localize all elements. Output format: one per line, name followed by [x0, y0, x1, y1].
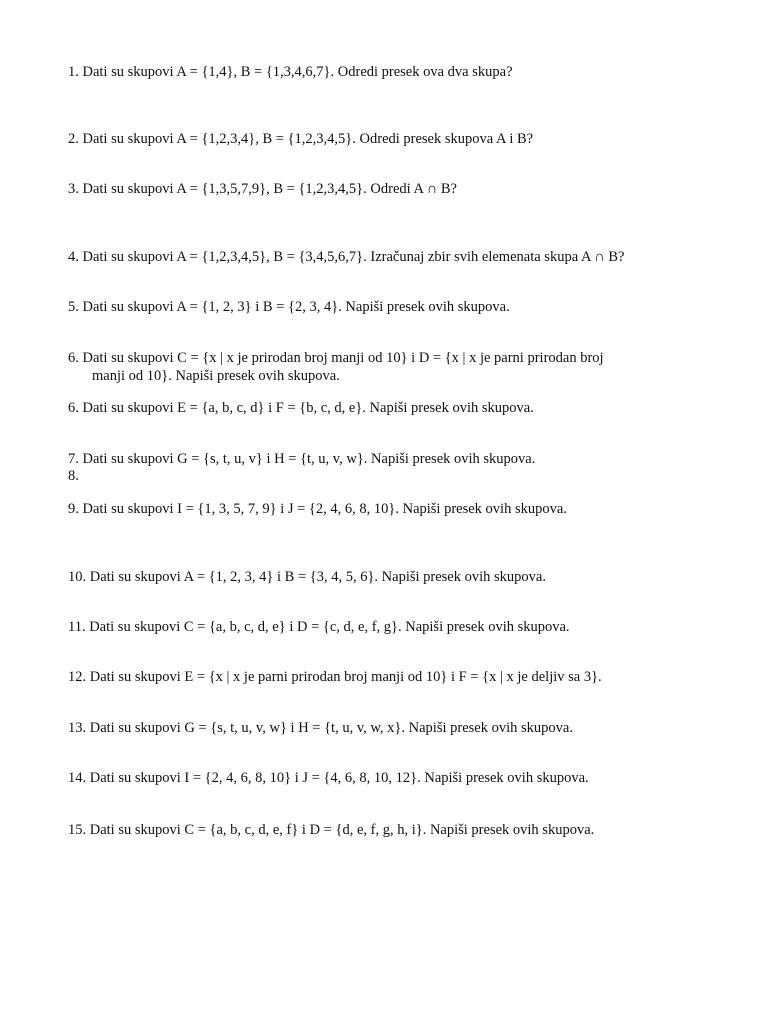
question-7: 7. Dati su skupovi G = {s, t, u, v} i H = {t, u, v, w}. Napiši presek ovih skupova. [68, 451, 536, 467]
question-2: 2. Dati su skupovi A = {1,2,3,4}, B = {1,2,3,4,5}. Odredi presek skupova A i B? [68, 131, 534, 147]
question-12: 12. Dati su skupovi E = {x | x je parni prirodan broj manji od 10} i F = {x | x je deljiv sa 3}. [68, 669, 602, 685]
question-6b: 6. Dati su skupovi E = {a, b, c, d} i F = {b, c, d, e}. Napiši presek ovih skupova. [68, 400, 534, 416]
question-4: 4. Dati su skupovi A = {1,2,3,4,5}, B = {3,4,5,6,7}. Izračunaj zbir svih elemenata skupa A ∩ B? [68, 249, 625, 265]
question-8: 8. [68, 468, 79, 484]
question-6a-continuation: manji od 10}. Napiši presek ovih skupova. [92, 368, 340, 384]
question-6a: 6. Dati su skupovi C = {x | x je prirodan broj manji od 10} i D = {x | x je parni prirodan broj [68, 350, 604, 366]
question-9: 9. Dati su skupovi I = {1, 3, 5, 7, 9} i J = {2, 4, 6, 8, 10}. Napiši presek ovih skupova. [68, 501, 567, 517]
question-13: 13. Dati su skupovi G = {s, t, u, v, w} i H = {t, u, v, w, x}. Napiši presek ovih skupova. [68, 720, 573, 736]
question-5: 5. Dati su skupovi A = {1, 2, 3} i B = {2, 3, 4}. Napiši presek ovih skupova. [68, 299, 510, 315]
question-15: 15. Dati su skupovi C = {a, b, c, d, e, f} i D = {d, e, f, g, h, i}. Napiši presek ovih skupova. [68, 822, 595, 838]
question-11: 11. Dati su skupovi C = {a, b, c, d, e} i D = {c, d, e, f, g}. Napiši presek ovih skupova. [68, 619, 570, 635]
question-14: 14. Dati su skupovi I = {2, 4, 6, 8, 10} i J = {4, 6, 8, 10, 12}. Napiši presek ovih skupova. [68, 770, 589, 786]
question-3: 3. Dati su skupovi A = {1,3,5,7,9}, B = {1,2,3,4,5}. Odredi A ∩ B? [68, 181, 457, 197]
question-1: 1. Dati su skupovi A = {1,4}, B = {1,3,4,6,7}. Odredi presek ova dva skupa? [68, 64, 513, 80]
question-10: 10. Dati su skupovi A = {1, 2, 3, 4} i B = {3, 4, 5, 6}. Napiši presek ovih skupova. [68, 569, 546, 585]
